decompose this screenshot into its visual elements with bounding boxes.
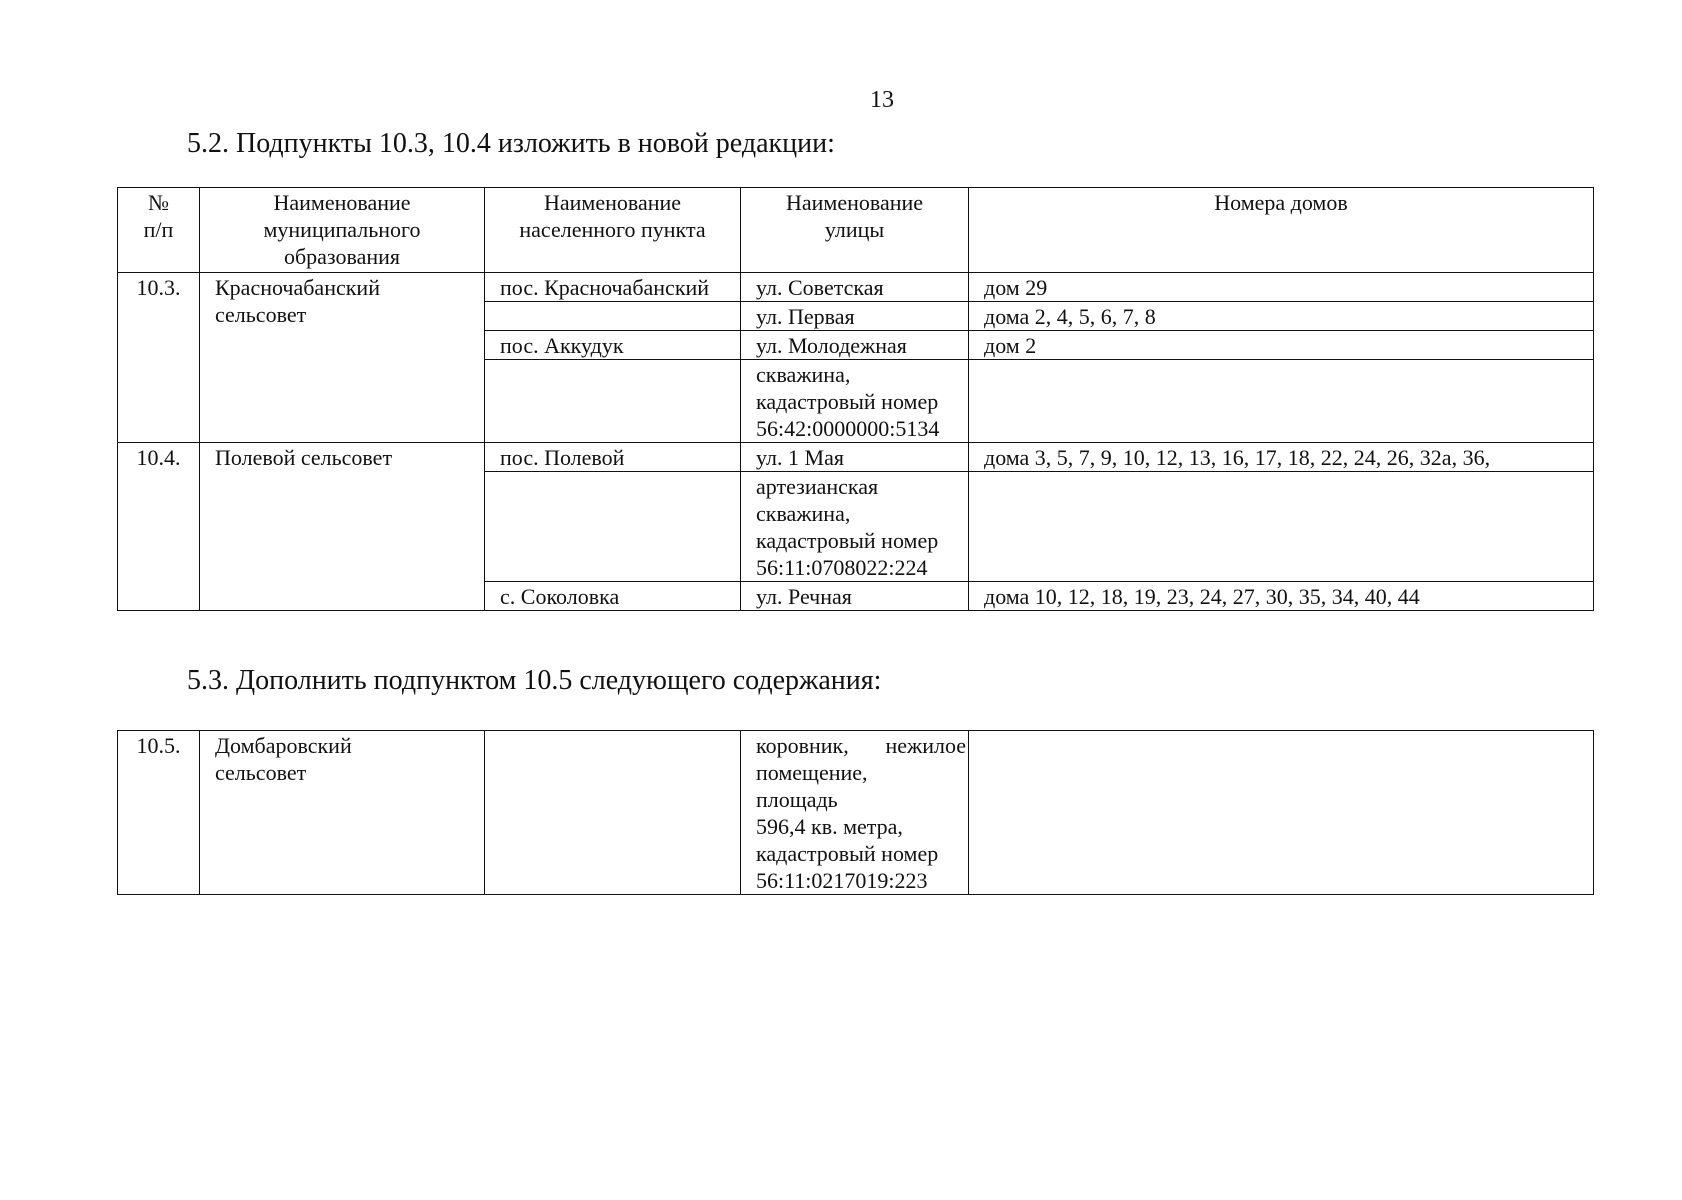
municipality-cell: Полевой сельсовет (200, 443, 485, 611)
municipality-cell: Красночабанский сельсовет (200, 273, 485, 443)
page-number: 13 (870, 87, 894, 113)
houses-cell (969, 360, 1594, 443)
settlement-cell: пос. Полевой (485, 443, 741, 472)
municipality-cell: Домбаровский сельсовет (200, 731, 485, 895)
houses-cell: дом 2 (969, 331, 1594, 360)
street-cell: артезианская скважина, кадастровый номер 56:11:0708022:224 (741, 472, 969, 582)
settlement-cell: с. Соколовка (485, 582, 741, 611)
table-header-row (118, 188, 1594, 273)
header-settlement: Наименование населенного пункта (485, 188, 741, 273)
street-cell: ул. Молодежная (741, 331, 969, 360)
header-num: № п/п (118, 188, 200, 273)
addresses-table (117, 187, 1594, 611)
section-heading-5-2: 5.2. Подпункты 10.3, 10.4 изложить в новой редакции: (187, 128, 835, 159)
header-houses: Номера домов (969, 188, 1594, 273)
settlement-cell: пос. Красночабанский (485, 273, 741, 302)
houses-cell (969, 472, 1594, 582)
street-line-1: коровник, нежилое (756, 733, 966, 758)
street-cell: скважина, кадастровый номер 56:42:0000000:5134 (741, 360, 969, 443)
header-street: Наименование улицы (741, 188, 969, 273)
street-cell: ул. Речная (741, 582, 969, 611)
houses-cell: дома 2, 4, 5, 6, 7, 8 (969, 302, 1594, 331)
row-num: 10.3. (118, 273, 200, 443)
section-heading-5-3: 5.3. Дополнить подпунктом 10.5 следующего содержания: (187, 665, 882, 696)
settlement-cell (485, 360, 741, 443)
street-cell (741, 731, 969, 895)
row-num: 10.4. (118, 443, 200, 611)
settlement-cell (485, 302, 741, 331)
street-line-rest: помещение, площадь 596,4 кв. метра, кадастровый номер 56:11:0217019:223 (756, 760, 939, 893)
row-num: 10.5. (118, 731, 200, 895)
settlement-cell (485, 731, 741, 895)
table-row (118, 273, 1594, 302)
street-cell: ул. 1 Мая (741, 443, 969, 472)
houses-cell: дома 3, 5, 7, 9, 10, 12, 13, 16, 17, 18, 22, 24, 26, 32а, 36, (969, 443, 1594, 472)
houses-cell: дом 29 (969, 273, 1594, 302)
street-cell: ул. Советская (741, 273, 969, 302)
settlement-cell: пос. Аккудук (485, 331, 741, 360)
settlement-cell (485, 472, 741, 582)
houses-cell: дома 10, 12, 18, 19, 23, 24, 27, 30, 35, 34, 40, 44 (969, 582, 1594, 611)
street-cell: ул. Первая (741, 302, 969, 331)
houses-cell (969, 731, 1594, 895)
table-row (118, 731, 1594, 895)
header-municipality: Наименование муниципального образования (200, 188, 485, 273)
addition-table (117, 730, 1594, 895)
table-row (118, 443, 1594, 472)
